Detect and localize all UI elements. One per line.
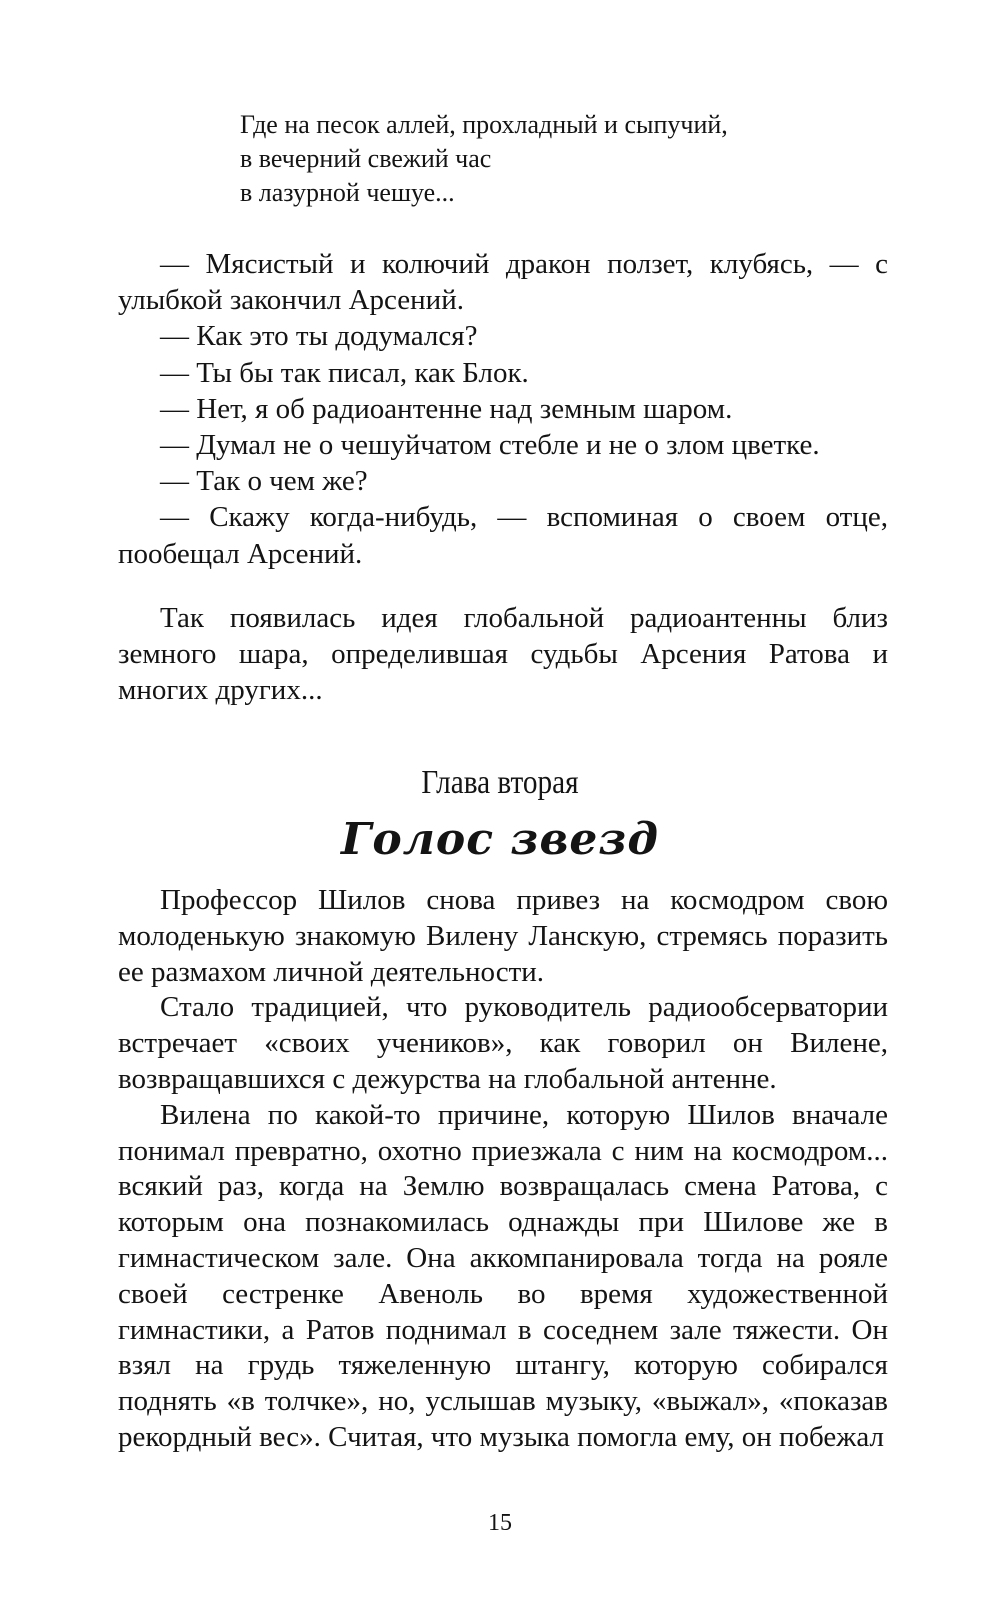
- chapter-label: Глава вторая: [421, 764, 579, 801]
- body-paragraph: Профессор Шилов снова привез на космодром свою молоденькую знакомую Вилену Ланскую, стремясь поразить ее размахом личной деятельности.: [118, 884, 888, 988]
- body-paragraph: Вилена по какой-то причине, которую Шилов вначале понимал превратно, охотно приезжала с ним на космодром... всякий раз, когда на Землю возвращалась смена Ратова, с которым она познакомилась однажды при Шилове же в гимнастическом зале. Она аккомпанировала тогда на рояле своей сестренке Авеноль во время художественной гимнастики, а Ратов поднимал в соседнем зале тяжести. Он взял на грудь тяжеленную штангу, которую собирался поднять «в толчке», но, услышав музыку, «выжал», «показав рекордный вес». Считая, что музыка помогла ему, он побежал: [118, 1098, 888, 1453]
- chapter-title: Голос звезд: [340, 814, 660, 865]
- poem-line: в лазурной чешуе...: [240, 178, 455, 207]
- dialogue-paragraph: — Скажу когда-нибудь, — вспоминая о своем отце, пообещал Арсений.: [118, 501, 888, 570]
- dialogue-section: [118, 246, 888, 572]
- dialogue-paragraph: — Нет, я об радиоантенне над земным шаром.: [160, 392, 733, 425]
- chapter-one-ending: [118, 600, 888, 709]
- chapter-body: [118, 883, 888, 1456]
- dialogue-paragraph: — Как это ты додумался?: [160, 320, 478, 353]
- dialogue-paragraph: — Мясистый и колючий дракон ползет, клубясь, — с улыбкой закончил Арсений.: [118, 248, 888, 317]
- body-paragraph: Стало традицией, что руководитель радиообсерватории встречает «своих учеников», как говорил он Вилене, возвращавшихся с дежурства на глобальной антенне.: [118, 991, 888, 1095]
- dialogue-paragraph: — Так о чем же?: [160, 465, 368, 498]
- poem-line: Где на песок аллей, прохладный и сыпучий,: [240, 110, 728, 139]
- poem-epigraph: [240, 108, 728, 210]
- body-paragraph: Так появилась идея глобальной радиоантенны близ земного шара, определившая судьбы Арсения Ратова и многих других...: [118, 602, 888, 707]
- dialogue-paragraph: — Думал не о чешуйчатом стебле и не о злом цветке.: [160, 429, 820, 462]
- dialogue-paragraph: — Ты бы так писал, как Блок.: [160, 356, 529, 389]
- page-number: 15: [488, 1510, 512, 1536]
- poem-line: в вечерний свежий час: [240, 144, 492, 173]
